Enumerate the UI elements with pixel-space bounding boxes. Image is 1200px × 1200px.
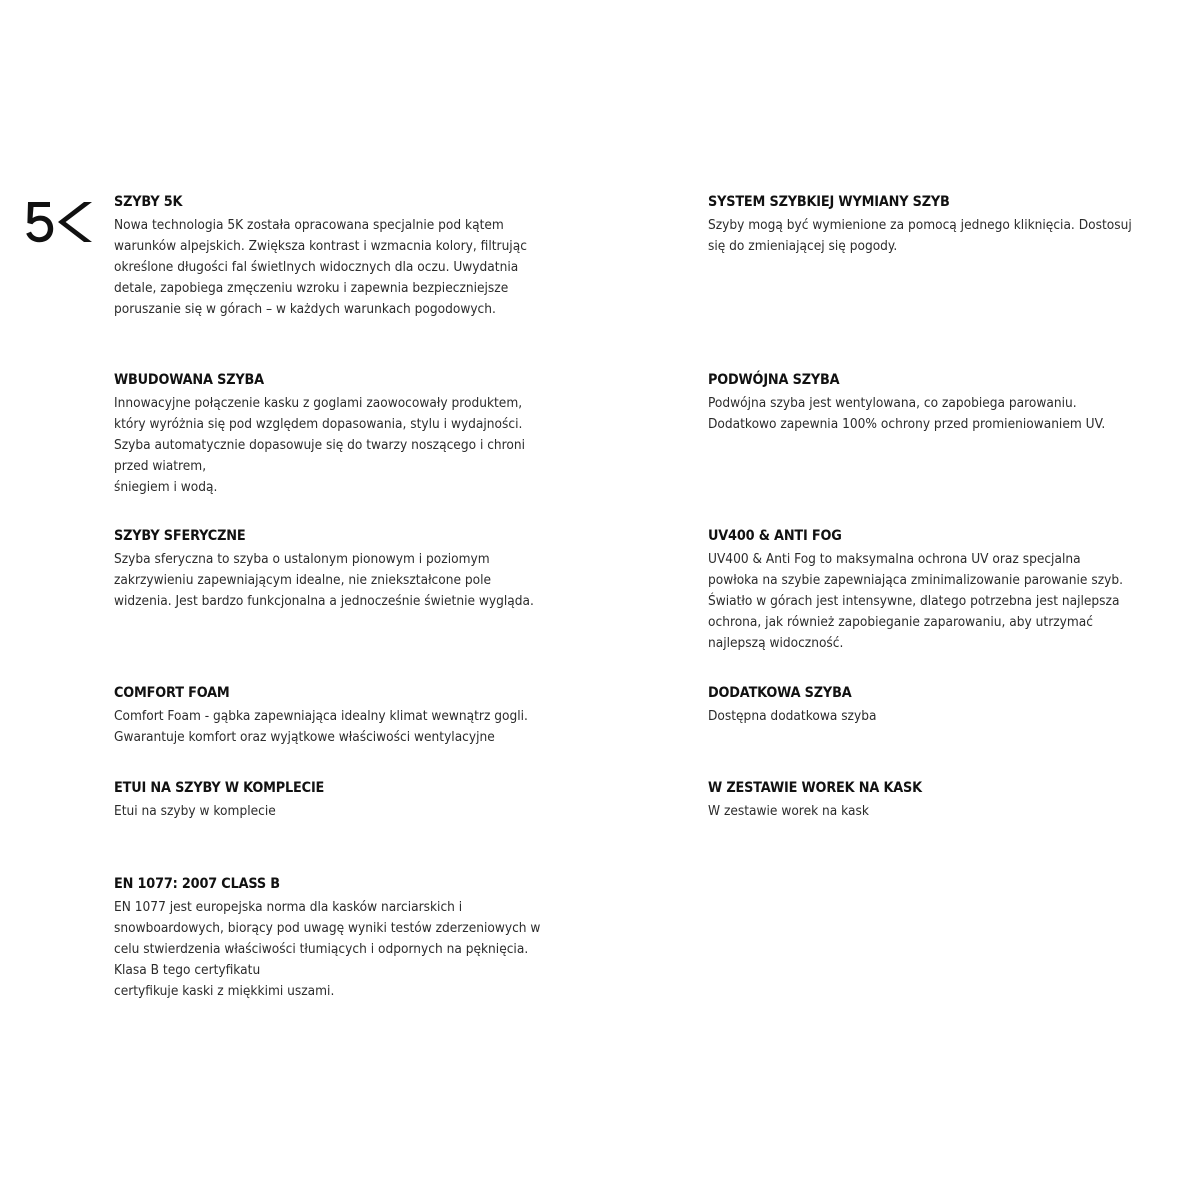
- feature-title: SZYBY SFERYCZNE: [114, 528, 246, 544]
- feature-uv400-anti-fog: [708, 527, 1148, 654]
- feature-title: W ZESTAWIE WOREK NA KASK: [708, 780, 922, 796]
- feature-title: SYSTEM SZYBKIEJ WYMIANY SZYB: [708, 194, 950, 210]
- feature-text: Etui na szyby w komplecie: [114, 804, 276, 819]
- feature-title: EN 1077: 2007 CLASS B: [114, 876, 280, 892]
- feature-text: Podwójna szyba jest wentylowana, co zapobiega parowaniu. Dodatkowo zapewnia 100% ochrony przed promieniowaniem UV.: [708, 396, 1106, 432]
- feature-title: SZYBY 5K: [114, 194, 183, 210]
- feature-wbudowana-szyba: [114, 371, 554, 498]
- feature-text: Comfort Foam - gąbka zapewniająca idealny klimat wewnątrz gogli. Gwarantuje komfort oraz wyjątkowe właściwości wentylacyjne: [114, 709, 528, 745]
- feature-dodatkowa-szyba: [708, 684, 1148, 727]
- feature-etui-na-szyby: [114, 779, 554, 822]
- feature-title: UV400 & ANTI FOG: [708, 528, 842, 544]
- feature-text: Dostępna dodatkowa szyba: [708, 709, 877, 724]
- feature-text: EN 1077 jest europejska norma dla kasków narciarskich i snowboardowych, biorący pod uwagę wyniki testów zderzeniowych w celu stwierdzenia właściwości tłumiących i odpornych na pęknięcia. Klasa B tego certyfikatu certyfikuje kaski z miękkimi uszami.: [114, 900, 541, 999]
- feature-text: UV400 & Anti Fog to maksymalna ochrona UV oraz specjalna powłoka na szybie zapewniająca zminimalizowanie parowanie szyb. Światło w górach jest intensywne, dlatego potrzebna jest najlepsza ochrona, jak również zapobieganie zaparowaniu, aby utrzymać najlepszą widoczność.: [708, 552, 1123, 651]
- feature-szyby-sferyczne: [114, 527, 554, 612]
- feature-text: Nowa technologia 5K została opracowana specjalnie pod kątem warunków alpejskich. Zwiększa kontrast i wzmacnia kolory, filtrując określone długości fal świetlnych widocznych dla oczu. Uwydatnia detale, zapobiega zmęczeniu wzroku i zapewnia bezpieczniejsze poruszanie się w górach – w każdych warunkach pogodowych.: [114, 218, 527, 317]
- feature-title: PODWÓJNA SZYBA: [708, 372, 840, 388]
- feature-podwojna-szyba: [708, 371, 1148, 435]
- feature-text: W zestawie worek na kask: [708, 804, 869, 819]
- feature-title: ETUI NA SZYBY W KOMPLECIE: [114, 780, 325, 796]
- feature-title: DODATKOWA SZYBA: [708, 685, 852, 701]
- feature-text: Szyba sferyczna to szyba o ustalonym pionowym i poziomym zakrzywieniu zapewniającym idealne, nie zniekształcone pole widzenia. Jest bardzo funkcjonalna a jednocześnie świetnie wygląda.: [114, 552, 534, 609]
- feature-title: WBUDOWANA SZYBA: [114, 372, 264, 388]
- feature-en-1077: [114, 875, 554, 1002]
- feature-szyby-5k: [114, 193, 554, 320]
- feature-title: COMFORT FOAM: [114, 685, 230, 701]
- feature-text: Innowacyjne połączenie kasku z goglami zaowocowały produktem, który wyróżnia się pod względem dopasowania, stylu i wydajności. Szyba automatycznie dopasowuje się do twarzy noszącego i chroni przed wiatrem, śniegiem i wodą.: [114, 396, 526, 495]
- feature-text: Szyby mogą być wymienione za pomocą jednego kliknięcia. Dostosuj się do zmieniającej się pogody.: [708, 218, 1132, 254]
- feature-system-szybkiej-wymiany: [708, 193, 1148, 257]
- feature-worek-na-kask: [708, 779, 1148, 822]
- 5k-logo-icon: [24, 199, 92, 245]
- feature-comfort-foam: [114, 684, 554, 748]
